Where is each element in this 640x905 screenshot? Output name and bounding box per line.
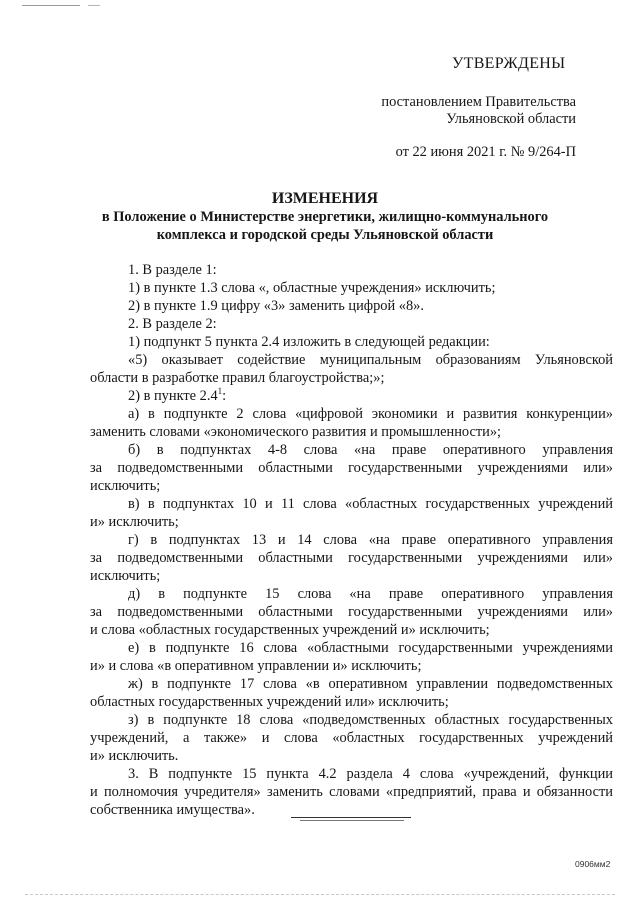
body-line: д) в подпункте 15 слова «на праве оперативного управления [128,586,613,602]
scan-edge-top-2 [88,5,100,6]
approved-heading: УТВЕРЖДЕНЫ [452,55,566,72]
body-line: 1) подпункт 5 пункта 2.4 изложить в следующей редакции: [128,334,490,350]
closing-rule-shadow [300,820,404,821]
body-line: 3. В подпункте 15 пункта 4.2 раздела 4 слова «учреждений, функции [128,766,613,782]
body-line: 1. В разделе 1: [128,262,217,278]
decree-line-2: Ульяновской области [446,111,576,127]
body-line: и» исключить. [90,748,179,764]
body-line: 2) в пункте 1.9 цифру «3» заменить цифрой «8». [128,298,424,314]
body-line: ж) в подпункте 17 слова «в оперативном управлении подведомственных [128,676,613,692]
body-line: 2. В разделе 2: [128,316,217,332]
body-line: областных государственных учреждений или» исключить; [90,694,449,710]
body-line: и слова «областных государственных учреждений и» исключить; [90,622,490,638]
body-line: за подведомственными областными государственными учреждениями или» [90,460,613,476]
body-line: учреждений, а также» и слова «областных государственных учреждений [90,730,613,746]
body-line: за подведомственными областными государственными учреждениями или» [90,604,613,620]
decree-line-1: постановлением Правительства [381,94,576,110]
body-line: и» исключить; [90,514,179,530]
decree-date: от 22 июня 2021 г. № 9/264-П [395,144,576,160]
scan-edge-top [22,5,80,6]
body-line: заменить словами «экономического развития и промышленности»; [90,424,502,440]
body-line: з) в подпункте 18 слова «подведомственных областных государственных [128,712,613,728]
body-line: за подведомственными областными государственными учреждениями или» [90,550,613,566]
body-line: г) в подпунктах 13 и 14 слова «на праве оперативного управления [128,532,613,548]
body-line: «5) оказывает содействие муниципальным образованиям Ульяновской [128,352,613,368]
body-line: 1) в пункте 1.3 слова «, областные учреждения» исключить; [128,280,496,296]
body-line: б) в подпунктах 4-8 слова «на праве оперативного управления [128,442,613,458]
body-line: е) в подпункте 16 слова «областными государственными учреждениями [128,640,613,656]
document-subtitle-line-2: комплекса и городской среды Ульяновской области [156,227,494,243]
body-line: области в разработке правил благоустройства;»; [90,370,385,386]
document-title: ИЗМЕНЕНИЯ [271,190,379,207]
body-line: 2) в пункте $2.4^1$: [128,386,227,404]
body-line: в) в подпунктах 10 и 11 слова «областных государственных учреждений [128,496,613,512]
document-subtitle-line-1: в Положение о Министерстве энергетики, жилищно-коммунального [101,209,549,225]
document-code: 0906мм2 [575,859,611,869]
body-line: и полномочия учредителя» заменить словами «предприятий, права и обязанности [90,784,613,800]
body-line: и» и слова «в оперативном управлении и» исключить; [90,658,422,674]
closing-rule [291,817,411,818]
body-line: собственника имущества». [90,802,255,818]
body-line: исключить; [90,568,161,584]
body-line: исключить; [90,478,161,494]
scan-edge-bottom [25,894,615,896]
body-line: а) в подпункте 2 слова «цифровой экономики и развития конкуренции» [128,406,613,422]
